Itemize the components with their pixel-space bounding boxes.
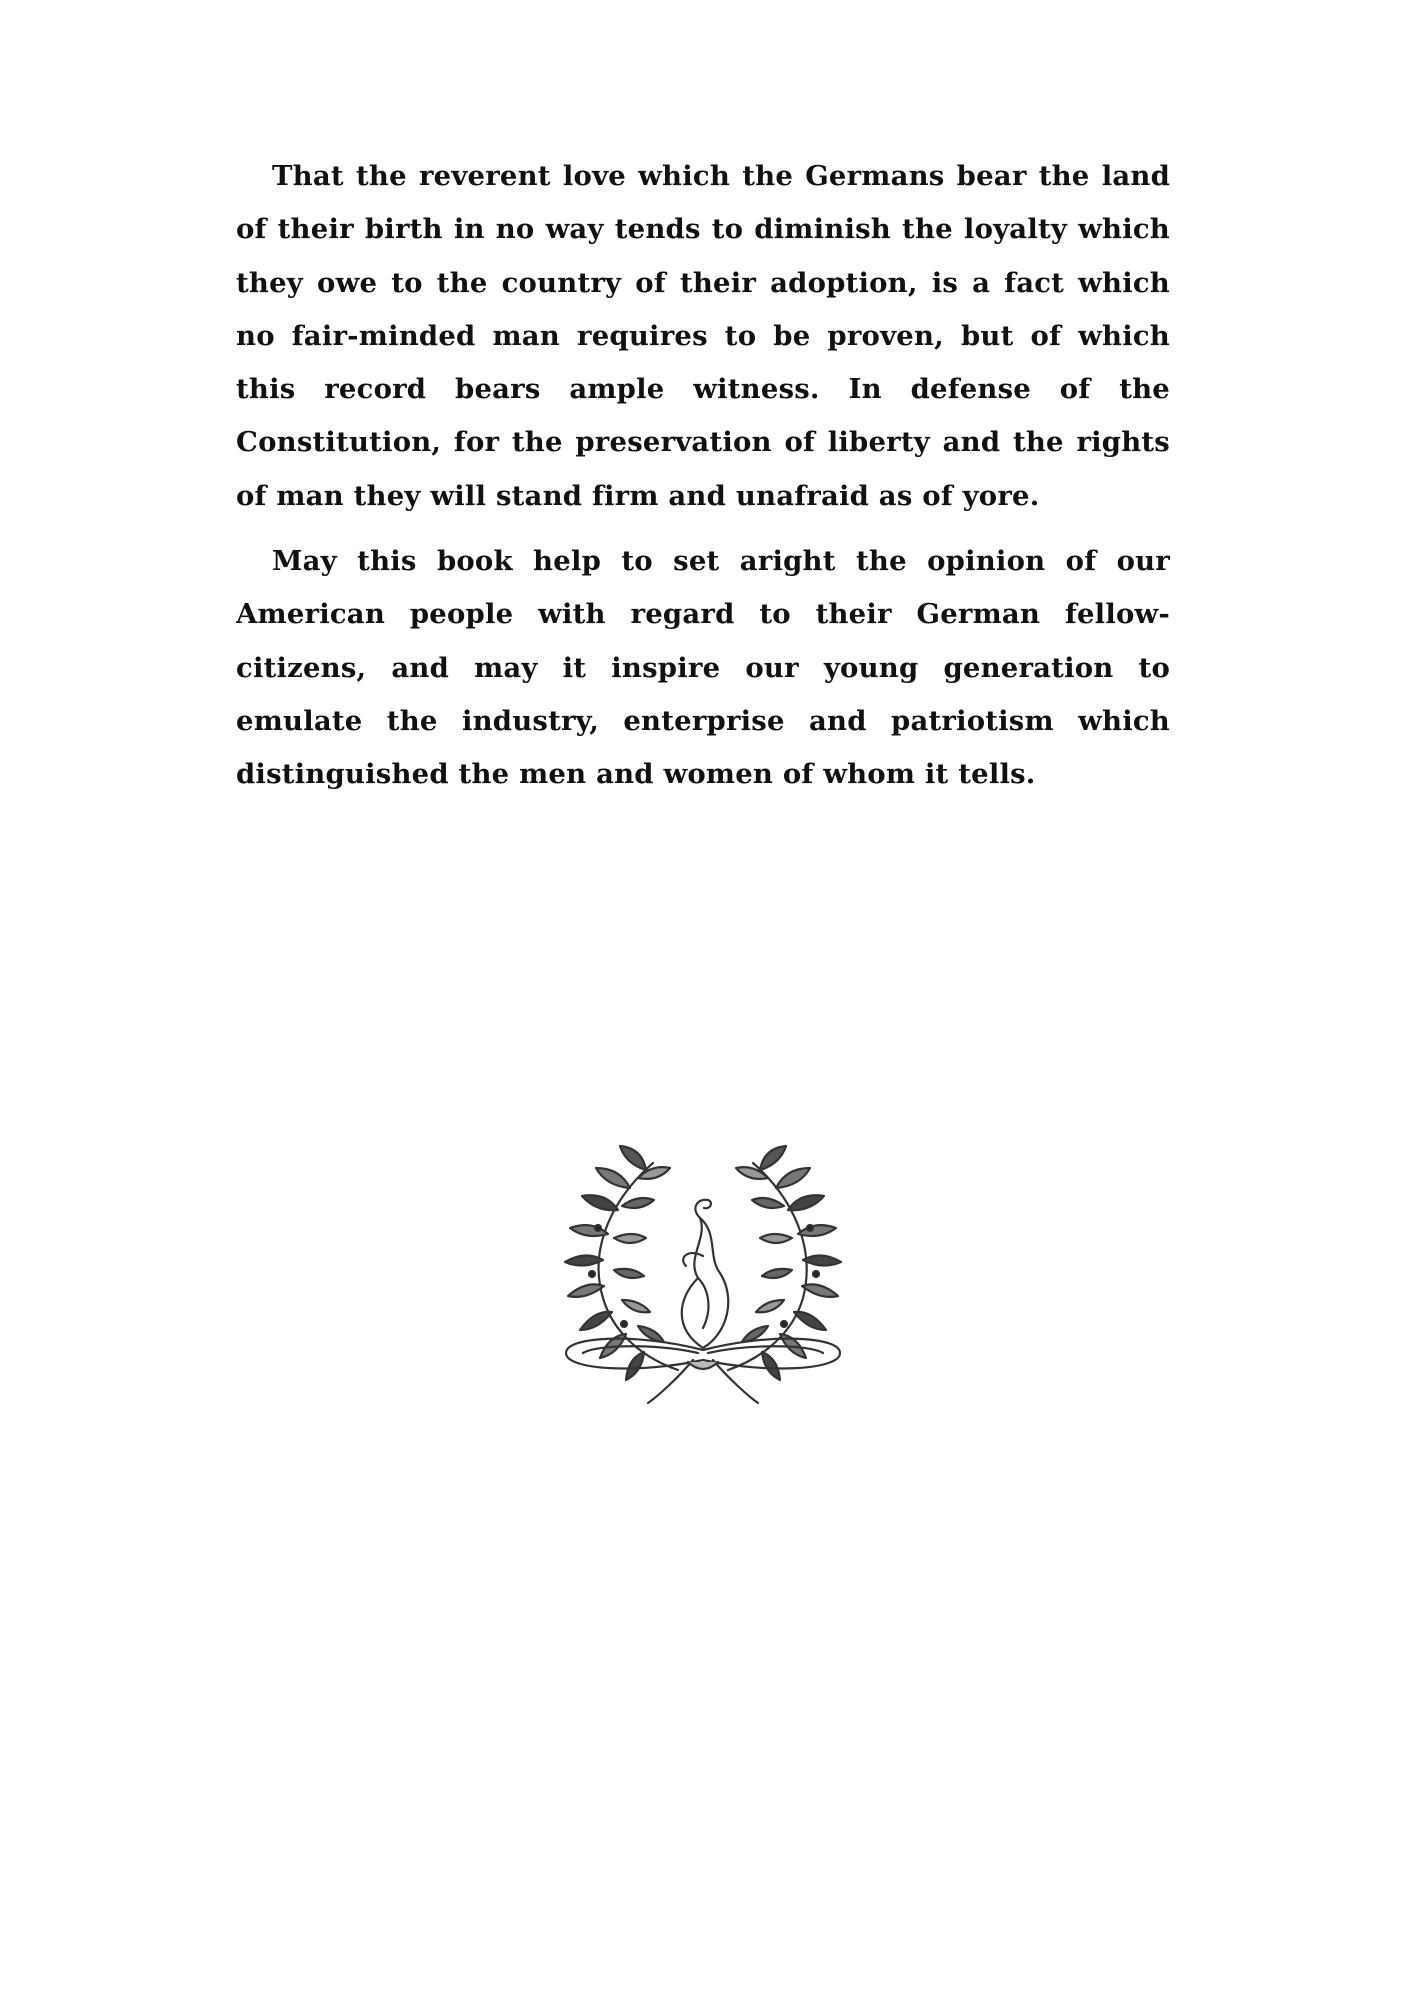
paragraph-1: That the reverent love which the Germans bear the land of their birth in no way tends to diminish the loyalty which they owe to the country of their adoption, is a fact which no fair-minded man requires to be proven, but of which this record bears ample witness. In defense of the Constitution, for the preservation of liberty and the rights of man they will stand firm and unafraid as of yore. xyxy=(236,160,1170,512)
laurel-wreath-flame-icon xyxy=(558,1138,848,1418)
body-text xyxy=(236,150,1170,802)
paragraph-2: May this book help to set aright the opinion of our American people with regard to their German fellow-citizens, and may it inspire our young generation to emulate the industry, enterprise and patriotism which distinguished the men and women of whom it tells. xyxy=(236,545,1170,791)
